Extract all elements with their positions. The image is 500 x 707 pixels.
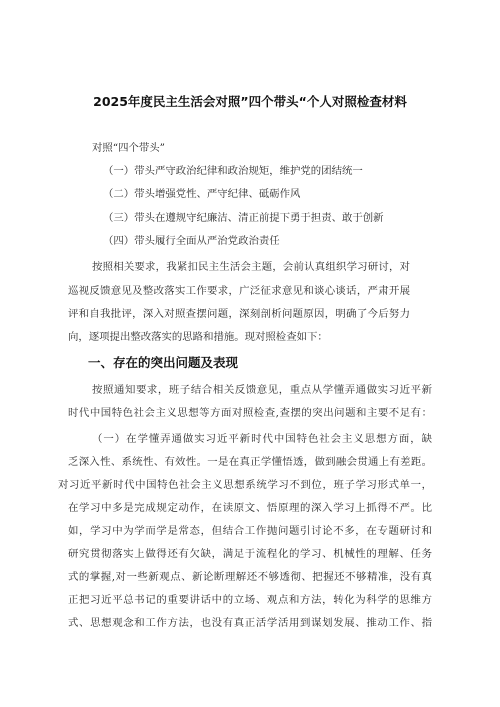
paragraph-line: 乏深入性、系统性、有效性。一是在真正学懂悟透，做到融会贯通上有差距。 bbox=[68, 456, 432, 468]
paragraph-line: 按照通知要求，班子结合相关反馈意见，重点从学懂弄通做实习近平新 bbox=[92, 384, 432, 396]
paragraph-line: 在学习中多是完成规定动作，在读原文、悟原理的深入学习上抓得不严。比 bbox=[68, 502, 432, 514]
document-title: 2025年度民主生活会对照”四个带头“个人对照检查材料 bbox=[93, 94, 407, 109]
paragraph-line: 时代中国特色社会主义思想等方面对照检查,查摆的突出问题和主要不足有： bbox=[68, 407, 432, 419]
paragraph-line: 向，逐项提出整改落实的思路和措施。现对照检查如下： bbox=[68, 331, 328, 343]
list-item: （四）带头履行全面从严治党政治责任 bbox=[103, 235, 280, 247]
paragraph-line: 巡视反馈意见及整改落实工作要求，广泛征求意见和谈心谈话，严肃开展 bbox=[68, 285, 410, 297]
list-item: （三）带头在遵规守纪廉洁、清正前提下勇于担责、敢于创新 bbox=[103, 212, 384, 224]
paragraph-line: 式的掌握,对一些新观点、新论断理解还不够透彻、把握还不够精准，没有真 bbox=[68, 571, 432, 583]
paragraph-line: 式、思想观念和工作方法，也没有真正活学活用到谋划发展、推动工作、指 bbox=[68, 617, 432, 629]
paragraph-line: 按照相关要求，我紧扣民主生活会主题，会前认真组织学习研讨，对 bbox=[92, 261, 410, 273]
section-heading: 一、存在的突出问题及表现 bbox=[88, 355, 239, 370]
paragraph-line: 对习近平新时代中国特色社会主义思想系统学习不到位，班子学习形式单一， bbox=[58, 479, 432, 491]
list-item: （一）带头严守政治纪律和政治规矩，维护党的团结统一 bbox=[103, 165, 363, 177]
paragraph-line: 研究贯彻落实上做得还有欠缺，满足于流程化的学习、机械性的理解、任务 bbox=[68, 548, 432, 560]
paragraph-line: 评和自我批评，深入对照查摆问题，深刻剖析问题原因，明确了今后努力 bbox=[68, 308, 410, 320]
paragraph-line: 如，学习中为学而学是常态，但结合工作抛问题引讨论不多，在专题研讨和 bbox=[68, 525, 432, 537]
intro-label: 对照“四个带头” bbox=[92, 142, 165, 154]
paragraph-line: （一）在学懂弄通做实习近平新时代中国特色社会主义思想方面，缺 bbox=[92, 433, 432, 445]
paragraph-line: 正把习近平总书记的重要讲话中的立场、观点和方法，转化为科学的思维方 bbox=[68, 594, 432, 606]
list-item: （二）带头增强党性、严守纪律、砥砺作风 bbox=[103, 188, 301, 200]
